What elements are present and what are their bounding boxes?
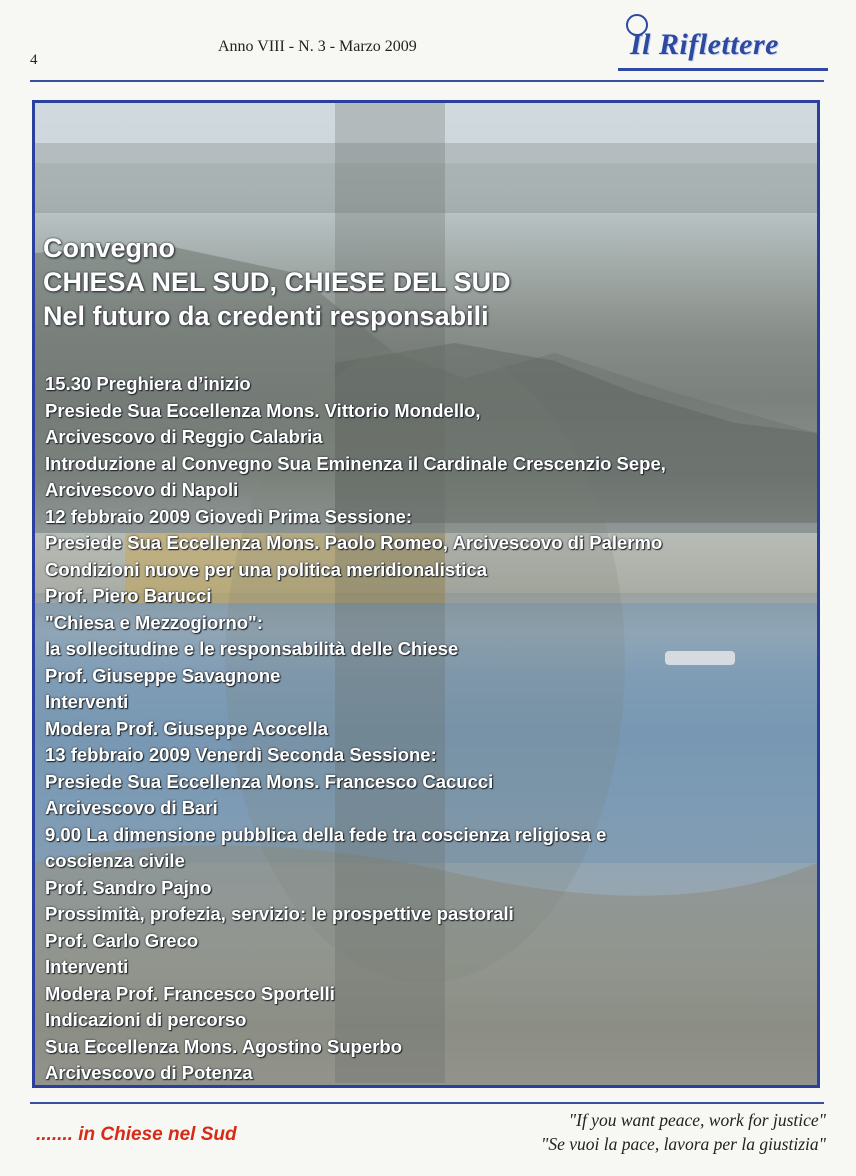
program-list bbox=[45, 371, 666, 1087]
bottom-rule bbox=[30, 1102, 824, 1104]
program-line: Prof. Carlo Greco bbox=[45, 929, 199, 951]
title-line-subtitle: Nel futuro da credenti responsabili bbox=[43, 301, 489, 331]
poster-title bbox=[43, 231, 511, 333]
footer-quote bbox=[541, 1108, 826, 1156]
program-line: 13 febbraio 2009 Venerdì Seconda Sessione: bbox=[45, 744, 437, 765]
program-line: Presiede Sua Eccellenza Mons. Francesco Cacucci bbox=[45, 770, 494, 792]
program-line: Arcivescovo di Reggio Calabria bbox=[45, 426, 323, 447]
program-line: Sua Eccellenza Mons. Agostino Superbo bbox=[45, 1035, 403, 1057]
issue-line: Anno VIII - N. 3 - Marzo 2009 bbox=[218, 38, 417, 55]
program-line: Prossimità, profezia, servizio: le prospettive pastorali bbox=[45, 903, 514, 924]
program-line: 15.30 Preghiera d’inizio bbox=[45, 373, 251, 394]
program-line: Introduzione al Convegno Sua Eminenza il Cardinale Crescenzio Sepe, bbox=[45, 452, 666, 474]
footer-quote-english: "If you want peace, work for justice" bbox=[568, 1110, 826, 1130]
program-line: Arcivescovo di Potenza bbox=[45, 1062, 253, 1083]
program-line: la sollecitudine e le responsabilità delle Chiese bbox=[45, 638, 459, 659]
top-rule bbox=[30, 80, 824, 82]
program-line: 12 febbraio 2009 Giovedì Prima Sessione: bbox=[45, 505, 413, 527]
title-line-main: CHIESA NEL SUD, CHIESE DEL SUD bbox=[43, 267, 511, 297]
masthead-underline bbox=[618, 68, 828, 71]
masthead-logo bbox=[618, 10, 828, 72]
program-line: 9.00 La dimensione pubblica della fede tra coscienza religiosa e bbox=[45, 823, 607, 845]
program-line: Arcivescovo di Bari bbox=[45, 797, 218, 818]
program-line: Modera Prof. Francesco Sportelli bbox=[45, 982, 335, 1004]
program-line: Presiede Sua Eccellenza Mons. Vittorio Mondello, bbox=[45, 399, 481, 421]
footer-section-label: ....... in Chiese nel Sud bbox=[36, 1124, 237, 1145]
program-line: Prof. Piero Barucci bbox=[45, 585, 212, 606]
program-line: Presiede Sua Eccellenza Mons. Paolo Romeo, Arcivescovo di Palermo bbox=[45, 532, 663, 553]
title-line-convegno: Convegno bbox=[43, 233, 175, 263]
masthead-title: Il Riflettere bbox=[630, 28, 779, 61]
program-line: Arcivescovo di Napoli bbox=[45, 479, 239, 500]
footer-quote-italian: "Se vuoi la pace, lavora per la giustizia" bbox=[541, 1134, 826, 1154]
program-line: Interventi bbox=[45, 956, 129, 977]
page-number: 4 bbox=[30, 52, 38, 68]
program-line: Indicazioni di percorso bbox=[45, 1009, 247, 1030]
program-line: coscienza civile bbox=[45, 850, 185, 871]
program-line: Prof. Sandro Pajno bbox=[45, 876, 212, 898]
program-line: Interventi bbox=[45, 691, 129, 712]
program-line: "Chiesa e Mezzogiorno": bbox=[45, 611, 263, 633]
event-poster bbox=[32, 100, 820, 1088]
program-line: Condizioni nuove per una politica meridionalistica bbox=[45, 558, 488, 580]
program-line: Modera Prof. Giuseppe Acocella bbox=[45, 717, 329, 739]
program-line: Prof. Giuseppe Savagnone bbox=[45, 664, 281, 686]
